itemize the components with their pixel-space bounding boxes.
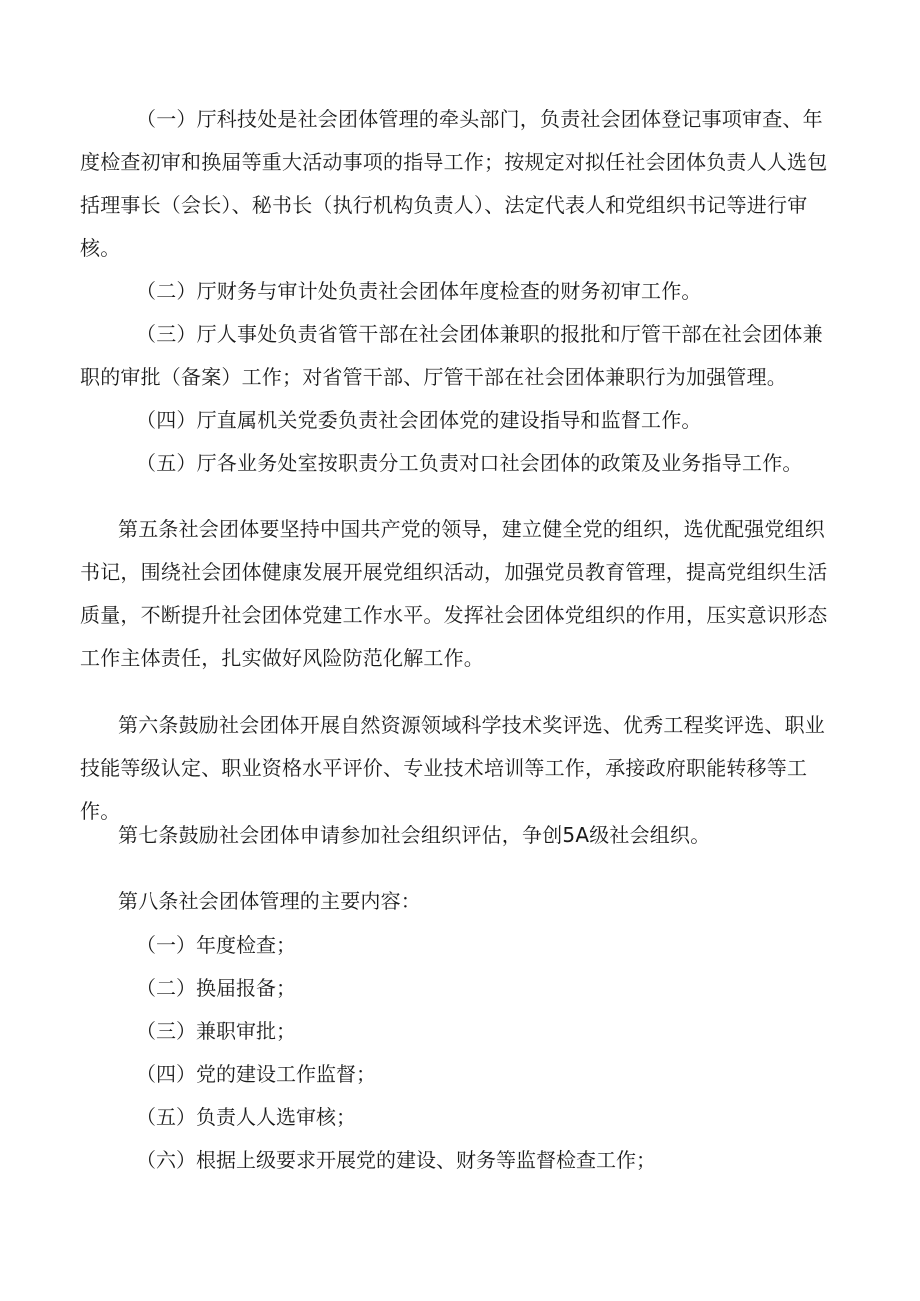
section4-item-5: （五）厅各业务处室按职责分工负责对口社会团体的政策及业务指导工作。 xyxy=(136,451,803,475)
section4-item-1: （一）厅科技处是社会团体管理的牵头部门，负责社会团体登记事项审查、年度检查初审和换届等重大活动事项的指导工作；按规定对拟任社会团体负责人人选包括理事长（会长）、秘书长（执行机构负责人）、法定代表人和党组织书记等进行审核。 xyxy=(80,107,828,260)
article-8-item-1: （一）年度检查； xyxy=(136,933,296,957)
section4-item-3: （三）厅人事处负责省管干部在社会团体兼职的报批和厅管干部在社会团体兼职的审批（备案）工作；对省管干部、厅管干部在社会团体兼职行为加强管理。 xyxy=(80,322,823,389)
article-8-item-2: （二）换届报备； xyxy=(136,976,296,1000)
section4-item-2: （二）厅财务与审计处负责社会团体年度检查的财务初审工作。 xyxy=(136,279,702,303)
article-8-item-5: （五）负责人人选审核； xyxy=(136,1105,356,1129)
article-5: 第五条社会团体要坚持中国共产党的领导，建立健全党的组织，选优配强党组织书记，围绕社会团体健康发展开展党组织活动，加强党员教育管理，提高党组织生活质量，不断提升社会团体党建工作水平。发挥社会团体党组织的作用，压实意识形态工作主体责任，扎实做好风险防范化解工作。 xyxy=(80,517,828,670)
article-8-item-6: （六）根据上级要求开展党的建设、财务等监督检查工作； xyxy=(136,1148,656,1172)
article-6: 第六条鼓励社会团体开展自然资源领域科学技术奖评选、优秀工程奖评选、职业技能等级认定、职业资格水平评价、专业技术培训等工作，承接政府职能转移等工作。 xyxy=(80,713,825,823)
section4-item-4: （四）厅直属机关党委负责社会团体党的建设指导和监督工作。 xyxy=(136,408,702,432)
article-8-item-4: （四）党的建设工作监督； xyxy=(136,1062,376,1086)
article-8-title: 第八条社会团体管理的主要内容： xyxy=(118,889,421,913)
article-7: 第七条鼓励社会团体申请参加社会组织评估，争创5A级社会组织。 xyxy=(118,823,711,847)
article-8-item-3: （三）兼职审批； xyxy=(136,1019,296,1043)
